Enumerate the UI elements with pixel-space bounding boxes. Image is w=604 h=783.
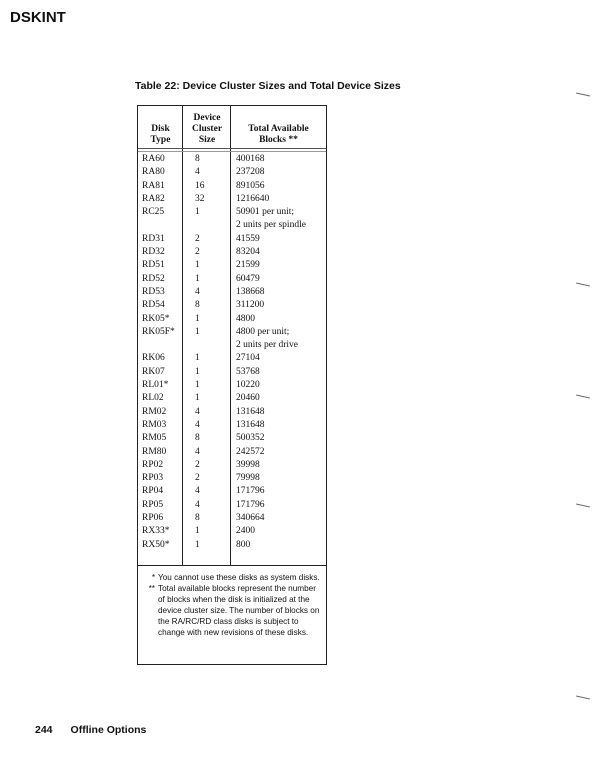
table-row [138, 259, 326, 272]
disk-type-cell: RA60 [142, 154, 165, 164]
table-row [138, 352, 326, 365]
cluster-size-cell: 4 [195, 286, 200, 297]
total-blocks-cell: 131648 [236, 406, 265, 417]
table-row [138, 525, 326, 538]
running-head: DSKINT [10, 9, 66, 26]
disk-type-cell: RM05 [142, 433, 167, 444]
cluster-size-cell: 2 [195, 473, 200, 484]
footnote-text: You cannot use these disks as system disks. [158, 573, 320, 582]
cluster-size-cell: 16 [195, 180, 205, 191]
disk-type-cell: RP05 [142, 499, 164, 510]
cluster-size-cell: 4 [195, 167, 200, 178]
disk-type-cell: RP04 [142, 486, 164, 497]
total-blocks-cell: 171796 [236, 499, 265, 510]
scan-mark [576, 395, 590, 399]
footnote-mark: ** [148, 584, 155, 593]
table-row [138, 539, 326, 552]
device-size-table [137, 105, 327, 566]
cluster-size-cell: 1 [195, 273, 200, 284]
cluster-size-cell: 4 [195, 499, 200, 510]
table-row [138, 153, 326, 166]
total-blocks-cell: 53768 [236, 366, 260, 377]
table-row [138, 485, 326, 498]
disk-type-cell: RD53 [142, 286, 165, 297]
scan-mark [576, 283, 590, 287]
total-blocks-cell: 500352 [236, 433, 265, 444]
total-blocks-cell: 400168 [236, 154, 265, 164]
disk-type-cell: RX50* [142, 539, 170, 550]
total-blocks-cell: 171796 [236, 486, 265, 497]
table-row [138, 273, 326, 286]
cluster-size-cell: 1 [195, 539, 200, 550]
cluster-size-cell: 1 [195, 380, 200, 391]
disk-type-cell: RD32 [142, 247, 165, 258]
disk-type-cell: RA81 [142, 180, 165, 191]
table-row [138, 286, 326, 299]
header-total-blocks: Total Available Blocks ** [248, 124, 309, 145]
disk-type-cell: RD31 [142, 233, 165, 244]
cluster-size-cell: 1 [195, 207, 200, 218]
table-row [138, 246, 326, 259]
footnote-text: Total available blocks represent the number of blocks when the disk is initialized at the device cluster size. The number of blocks on the RA/RC/RD class disks is subject to change with new revisions of these disks. [158, 584, 320, 637]
cluster-size-cell: 1 [195, 526, 200, 537]
table-title: Table 22: Device Cluster Sizes and Total Device Sizes [135, 80, 401, 92]
total-blocks-cell: 340664 [236, 513, 265, 524]
total-blocks-cell: 4800 [236, 313, 255, 324]
scan-mark [576, 93, 590, 97]
table-row [138, 446, 326, 459]
table-row [138, 512, 326, 525]
table-row [138, 459, 326, 472]
section-name: Offline Options [70, 724, 147, 736]
disk-type-cell: RP03 [142, 473, 164, 484]
table-row [138, 366, 326, 379]
disk-type-cell: RD54 [142, 300, 165, 311]
page-footer [35, 724, 146, 736]
header-disk-type: Disk Type [150, 124, 171, 145]
cluster-size-cell: 8 [195, 300, 200, 311]
header-rule [138, 148, 326, 149]
total-blocks-cell: 891056 [236, 180, 265, 191]
table-row [138, 299, 326, 312]
cluster-size-cell: 1 [195, 353, 200, 364]
cluster-size-cell: 2 [195, 459, 200, 470]
cluster-size-cell: 4 [195, 486, 200, 497]
table-row [138, 326, 326, 353]
total-blocks-cell: 1216640 [236, 193, 270, 204]
table-row [138, 392, 326, 405]
disk-type-cell: RM03 [142, 419, 167, 430]
total-blocks-cell: 39998 [236, 459, 260, 470]
header-cluster-size: Device Cluster Size [191, 113, 223, 145]
table-row [138, 313, 326, 326]
total-blocks-cell: 21599 [236, 260, 260, 271]
header-rule [138, 151, 326, 152]
scan-mark [576, 504, 590, 508]
table-body [138, 153, 326, 552]
cluster-size-cell: 8 [195, 433, 200, 444]
disk-type-cell: RL01* [142, 380, 169, 391]
cluster-size-cell: 4 [195, 406, 200, 417]
cluster-size-cell: 1 [195, 260, 200, 271]
total-blocks-cell: 50901 per unit; 2 units per spindle [236, 207, 306, 231]
table-row [138, 406, 326, 419]
total-blocks-cell: 41559 [236, 233, 260, 244]
disk-type-cell: RL02 [142, 393, 164, 404]
disk-type-cell: RK06 [142, 353, 165, 364]
cluster-size-cell: 2 [195, 247, 200, 258]
disk-type-cell: RP02 [142, 459, 164, 470]
total-blocks-cell: 311200 [236, 300, 265, 311]
disk-type-cell: RK07 [142, 366, 165, 377]
table-row [138, 472, 326, 485]
cluster-size-cell: 32 [195, 193, 205, 204]
footnote-mark: * [151, 573, 155, 582]
total-blocks-cell: 20460 [236, 393, 260, 404]
table-row [138, 206, 326, 233]
cluster-size-cell: 8 [195, 154, 200, 164]
table-row [138, 166, 326, 179]
disk-type-cell: RD51 [142, 260, 165, 271]
disk-type-cell: RP06 [142, 513, 164, 524]
total-blocks-cell: 242572 [236, 446, 265, 457]
table-row [138, 419, 326, 432]
footnote [142, 572, 320, 583]
cluster-size-cell: 1 [195, 313, 200, 324]
disk-type-cell: RK05* [142, 313, 170, 324]
cluster-size-cell: 4 [195, 419, 200, 430]
total-blocks-cell: 131648 [236, 419, 265, 430]
total-blocks-cell: 4800 per unit; 2 units per drive [236, 326, 299, 351]
disk-type-cell: RX33* [142, 526, 170, 537]
disk-type-cell: RA82 [142, 193, 165, 204]
disk-type-cell: RC25 [142, 207, 165, 218]
cluster-size-cell: 1 [195, 326, 200, 337]
total-blocks-cell: 27104 [236, 353, 260, 364]
total-blocks-cell: 800 [236, 539, 251, 550]
cluster-size-cell: 2 [195, 233, 200, 244]
table-row [138, 233, 326, 246]
scan-mark [576, 696, 590, 700]
table-notes [137, 565, 327, 665]
disk-type-cell: RA80 [142, 167, 165, 178]
cluster-size-cell: 1 [195, 393, 200, 404]
disk-type-cell: RM02 [142, 406, 167, 417]
total-blocks-cell: 79998 [236, 473, 260, 484]
total-blocks-cell: 83204 [236, 247, 260, 258]
disk-type-cell: RD52 [142, 273, 165, 284]
table-row [138, 180, 326, 193]
cluster-size-cell: 1 [195, 366, 200, 377]
total-blocks-cell: 138668 [236, 286, 265, 297]
table-row [138, 193, 326, 206]
table-row [138, 499, 326, 512]
page-number: 244 [35, 724, 53, 736]
cluster-size-cell: 8 [195, 513, 200, 524]
total-blocks-cell: 2400 [236, 526, 255, 537]
disk-type-cell: RK05F* [142, 326, 175, 337]
total-blocks-cell: 237208 [236, 167, 265, 178]
table-row [138, 379, 326, 392]
total-blocks-cell: 60479 [236, 273, 260, 284]
footnote [142, 583, 320, 638]
table-row [138, 432, 326, 445]
total-blocks-cell: 10220 [236, 380, 260, 391]
cluster-size-cell: 4 [195, 446, 200, 457]
disk-type-cell: RM80 [142, 446, 167, 457]
